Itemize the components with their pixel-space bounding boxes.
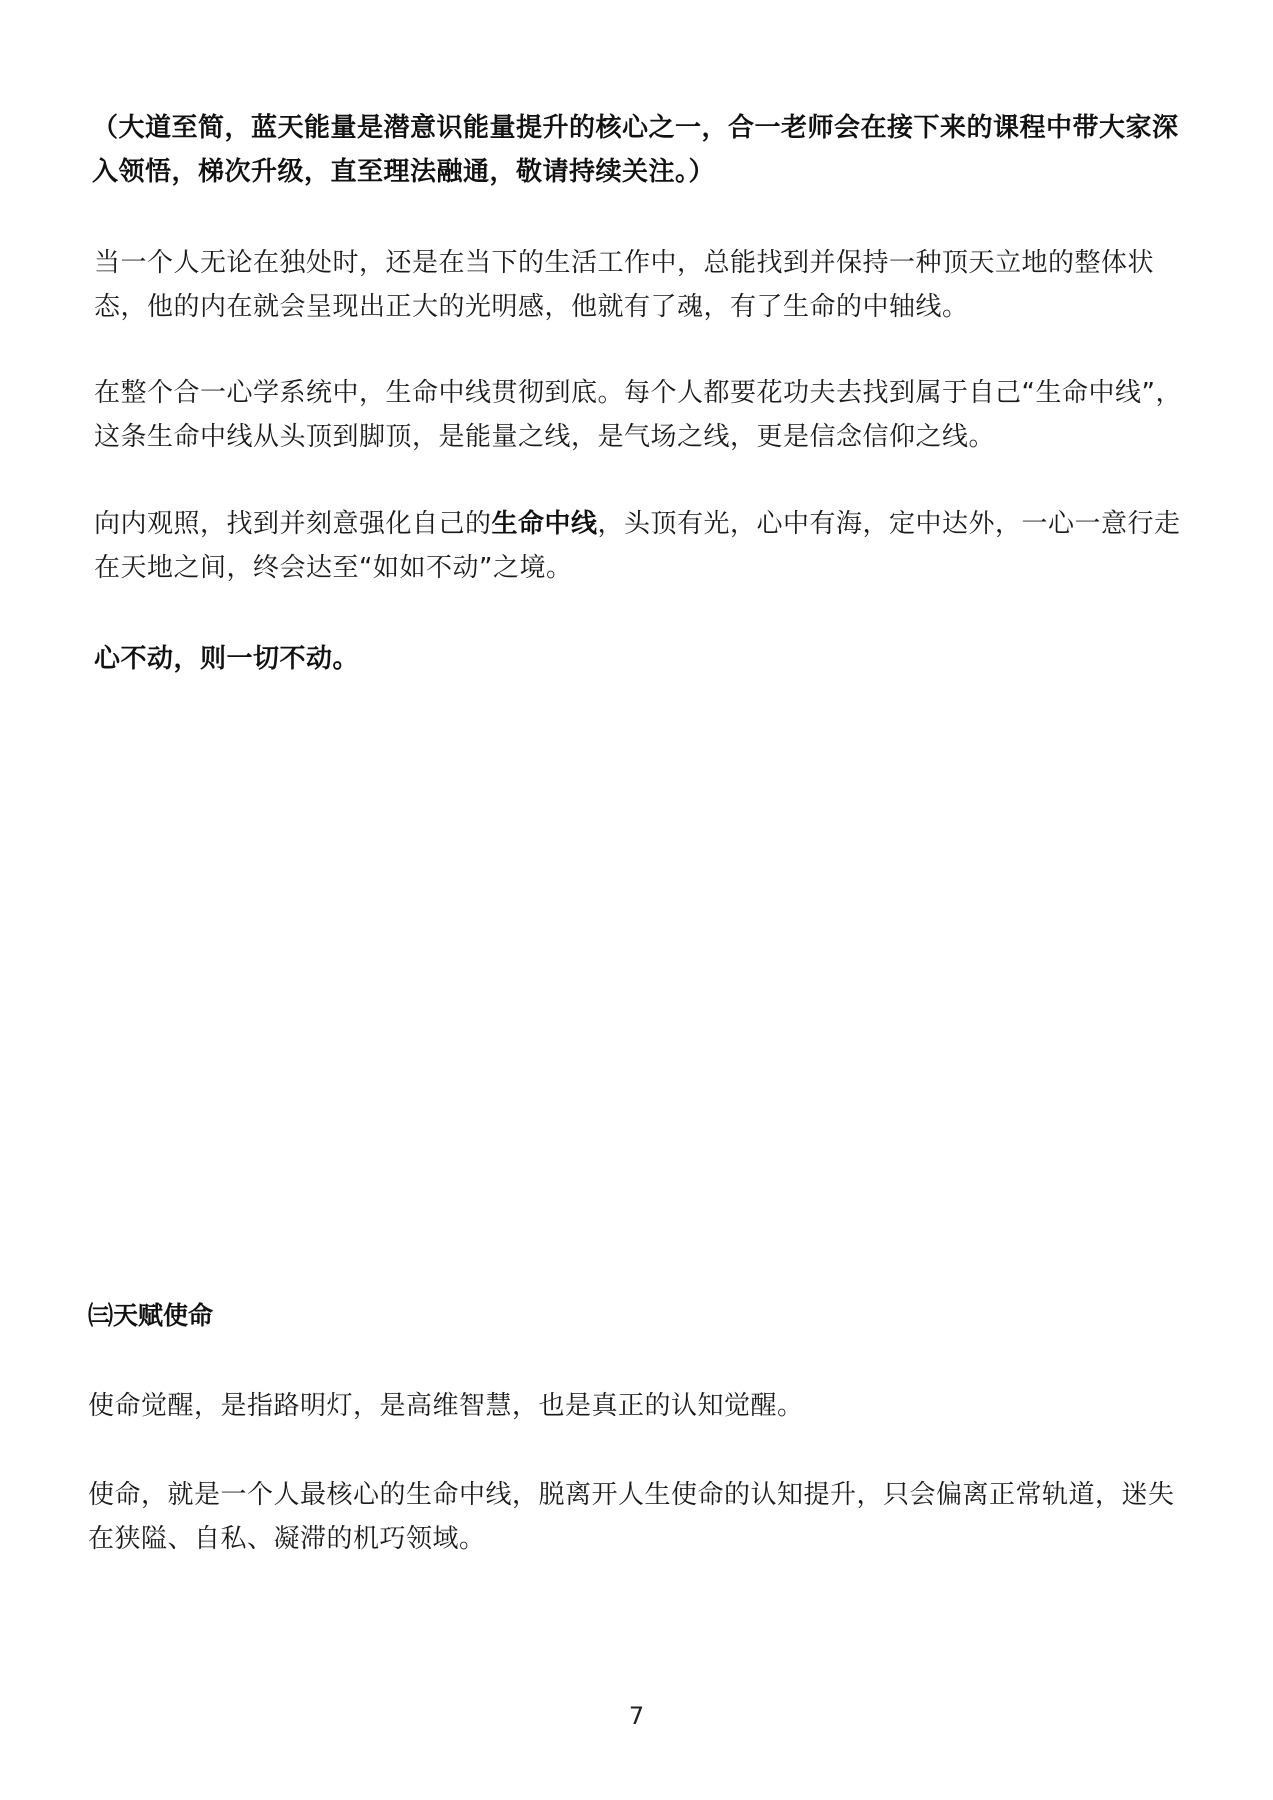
closing-line: 心不动，则一切不动。 xyxy=(94,644,360,674)
life-centerline-emphasis: 生命中线 xyxy=(491,509,598,539)
section-heading: ㈢天赋使命 xyxy=(88,1301,214,1330)
body-paragraph-3 xyxy=(94,502,1194,590)
paragraph-3-lead: 向内观照，找到并刻意强化自己的 xyxy=(94,509,492,539)
page-number: 7 xyxy=(628,1702,645,1730)
paragraph-3-tail: ，头顶有光，心中有海，定中达外，一心一意行走在天地之间，终会达至“如如不动”之境。 xyxy=(94,509,1181,583)
body-paragraph-5: 使命，就是一个人最核心的生命中线，脱离开人生使命的认知提升，只会偏离正常轨道，迷失在狭隘、自私、凝滞的机巧领域。 xyxy=(88,1480,1175,1554)
note-paragraph: （大道至简，蓝天能量是潜意识能量提升的核心之一，合一老师会在接下来的课程中带大家深入领悟，梯次升级，直至理法融通，敬请持续关注。） xyxy=(92,113,1179,187)
body-paragraph-1: 当一个人无论在独处时，还是在当下的生活工作中，总能找到并保持一种顶天立地的整体状态，他的内在就会呈现出正大的光明感，他就有了魂，有了生命的中轴线。 xyxy=(94,248,1155,322)
body-paragraph-4: 使命觉醒，是指路明灯，是高维智慧，也是真正的认知觉醒。 xyxy=(88,1391,804,1421)
body-paragraph-2: 在整个合一心学系统中，生命中线贯彻到底。每个人都要花功夫去找到属于自己“生命中线”，这条生命中线从头顶到脚顶，是能量之线，是气场之线，更是信念信仰之线。 xyxy=(94,378,1182,452)
